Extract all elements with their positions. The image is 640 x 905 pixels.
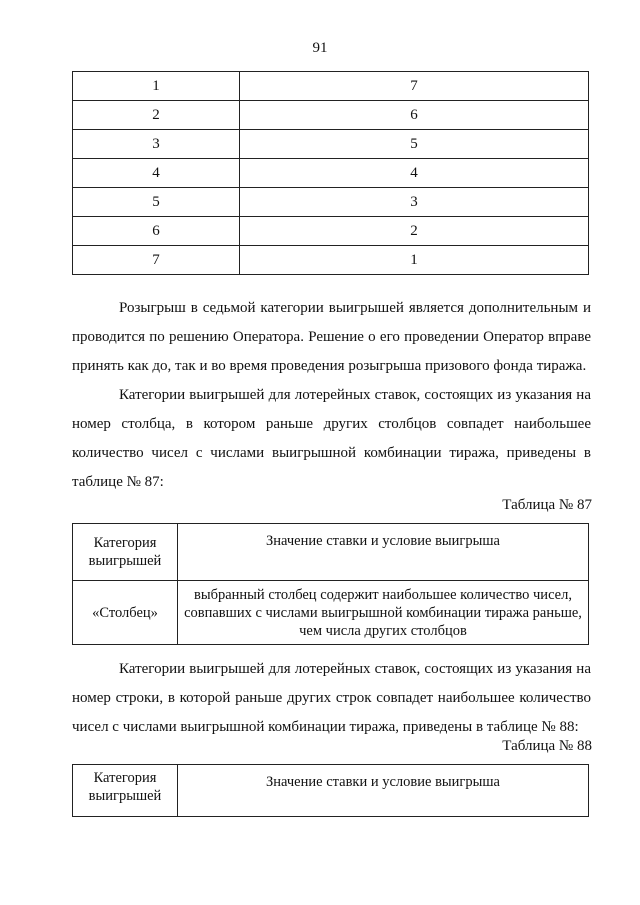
table88-caption: Таблица № 88: [502, 738, 592, 754]
table-row: [73, 130, 589, 159]
page-number: 91: [312, 40, 328, 56]
table-cell: 7: [73, 246, 240, 275]
table-row: [73, 217, 589, 246]
table-row: [73, 246, 589, 275]
table88: [72, 764, 589, 817]
table-cell: 3: [73, 130, 240, 159]
table-cell: 4: [240, 159, 589, 188]
condition-cell: выбранный столбец содержит наибольшее количество чисел, совпавших с числами выигрышной комбинации тиража раньше, чем числа других столбцов: [178, 581, 589, 645]
table87-caption: Таблица № 87: [502, 497, 592, 513]
table-header-row: [73, 524, 589, 581]
table-cell: 6: [240, 101, 589, 130]
table-row: [73, 188, 589, 217]
paragraph-row-intro: Категории выигрышей для лотерейных ставок, состоящих из указания на номер строки, в которой раньше других строк совпадет наибольшее количество чисел с числами выигрышной комбинации тиража, приведены в таблице № 88:: [72, 661, 591, 735]
header-condition: Значение ставки и условие выигрыша: [178, 524, 589, 581]
table87: [72, 523, 589, 645]
table-cell: 3: [240, 188, 589, 217]
table-cell: 2: [240, 217, 589, 246]
category-cell: «Столбец»: [73, 581, 178, 645]
header-category: Категория выигрышей: [73, 524, 178, 581]
table-cell: 1: [240, 246, 589, 275]
table-row: [73, 581, 589, 645]
table-cell: 4: [73, 159, 240, 188]
table-header-row: [73, 765, 589, 817]
paragraph-seventh-category: Розыгрыш в седьмой категории выигрышей является дополнительным и проводится по решению Оператора. Решение о его проведении Оператор вправе принять как до, так и во время проведения розыгрыша призового фонда тиража.: [72, 300, 591, 374]
table-cell: 2: [73, 101, 240, 130]
table-cell: 1: [73, 72, 240, 101]
paragraph-column-intro: Категории выигрышей для лотерейных ставок, состоящих из указания на номер столбца, в котором раньше других столбцов совпадет наибольшее количество чисел с числами выигрышной комбинации тиража, приведены в таблице № 87:: [72, 387, 591, 490]
table-cell: 7: [240, 72, 589, 101]
table-cell: 5: [240, 130, 589, 159]
table-row: [73, 101, 589, 130]
table-cell: 5: [73, 188, 240, 217]
top-table: [72, 71, 589, 275]
table-row: [73, 159, 589, 188]
header-condition: Значение ставки и условие выигрыша: [178, 765, 589, 817]
table-cell: 6: [73, 217, 240, 246]
header-category: Категория выигрышей: [73, 765, 178, 817]
table-row: [73, 72, 589, 101]
